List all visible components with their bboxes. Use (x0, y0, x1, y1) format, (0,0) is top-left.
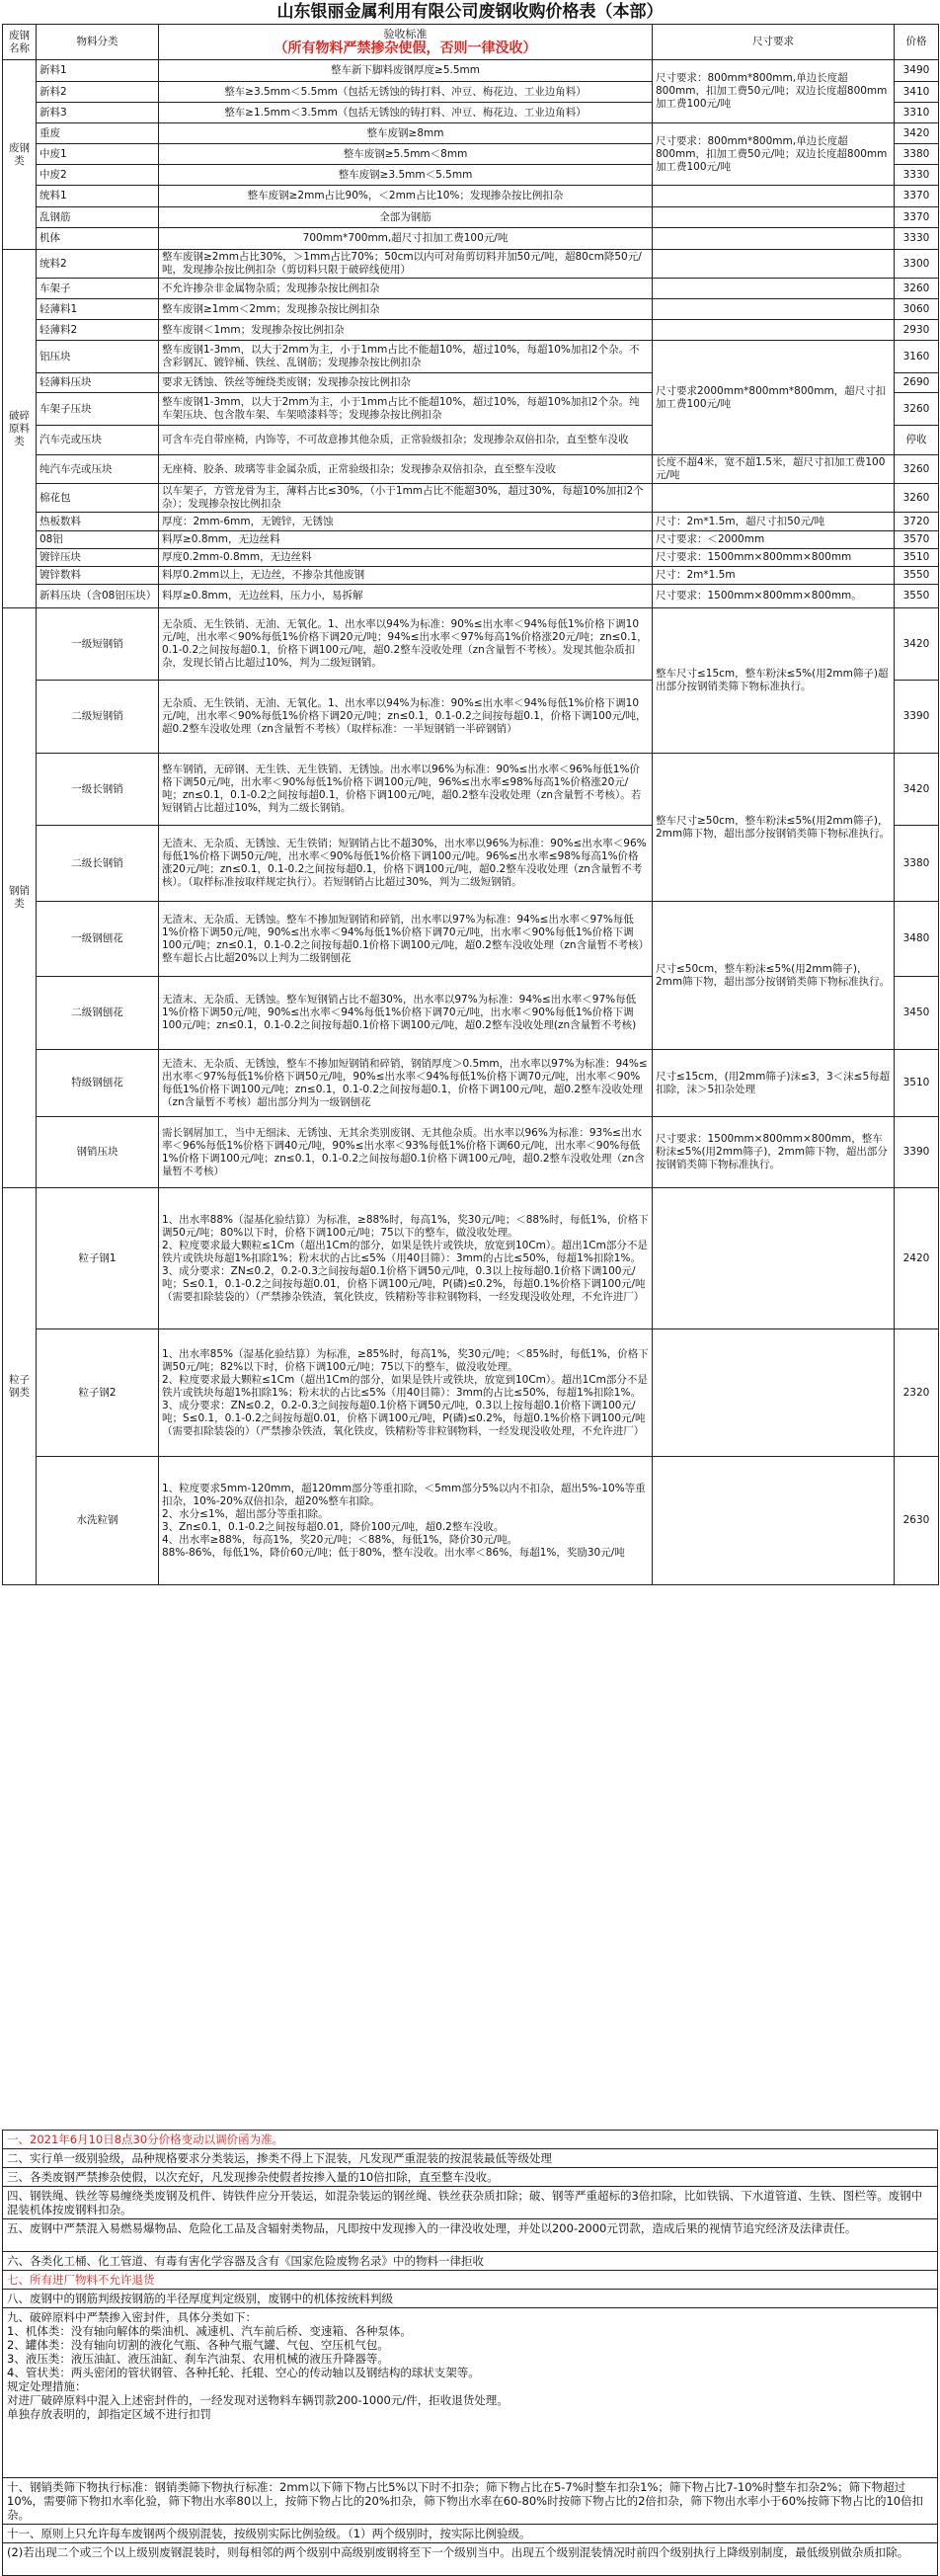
price-cell: 3380 (895, 826, 939, 902)
note-item: 五、废钢中严禁混入易燃易爆物品、危险化工品及含辐射类物品，凡即按中发现掺入的一律没收处理，并处以200-2000元罚款，造成后果的视情节追究经济及法律责任。 (3, 2219, 937, 2252)
size-requirement: 整车尺寸≤15cm，整车粉沫≤5%(用2mm筛子)超出部分按钢销类筛下物标准执行。 (653, 608, 895, 754)
table-row (3, 186, 939, 207)
acceptance-standard: 无杂质、无生铁销、无油、无氧化。1、出水率以94%为标准：90%≤出水率＜94%每低1%价格下调10元/吨，出水率＜90%每低1%价格下调20元/吨；zn≤0.1，0.1-0.2之间按每超0.1，价格下调100元/吨，超0.2整车没收处理（zn含量暂不考核）（取样标准：一半短钢销一半碎钢销） (159, 681, 653, 754)
note-item: 二、实行单一级别验级，品种规格要求分类装运，掺类不得上下混装，凡发现严重混装的按混装最低等级处理 (3, 2149, 937, 2168)
material-name: 新料1 (37, 60, 159, 82)
category-cell: 钢销类 (3, 608, 37, 1188)
material-name: 一级短钢销 (37, 608, 159, 681)
material-name: 新料2 (37, 82, 159, 103)
material-name: 镀锌数料 (37, 567, 159, 585)
acceptance-standard: 要求无锈蚀、铁丝等缠绕类废钢；发现掺杂按比例扣杂 (159, 373, 653, 393)
price-cell: 2930 (895, 320, 939, 341)
material-name: 中废1 (37, 144, 159, 165)
size-requirement: 尺寸要求：800mm*800mm,单边长度超800mm，扣加工费50元/吨；双边长度超800mm加工费100元/吨 (653, 123, 895, 186)
table-row (3, 320, 939, 341)
acceptance-standard: 700mm*700mm,超尺寸扣加工费100元/吨 (159, 228, 653, 250)
size-requirement: 尺寸≤15cm，(用2mm筛子)沫≤3，3＜沫≤5每超扣除，沫＞5扣杂处理 (653, 1050, 895, 1117)
acceptance-standard: 不允许掺杂非金属物杂质；发现掺杂按比例扣杂 (159, 279, 653, 299)
price-cell: 3420 (895, 754, 939, 826)
size-requirement (653, 484, 895, 513)
material-name: 统料2 (37, 250, 159, 279)
note-item: (2)若出现二个或三个以上级别废钢混装时，则每相邻的两个级别中高级别废钢将至下一个级别当中。出现五个级别混装情况时前四个级别执行上降级别制度，最低级别做杂质扣除。 (7, 2545, 909, 2559)
price-cell: 3480 (895, 902, 939, 977)
acceptance-standard: 1、出水率85%（湿基化验结算）为标准，≥85%时，每高1%，奖30元/吨；＜85%时，每低1%，价格下调50元/吨；82%以下时，价格下调100元/吨；75以下的整车，做没收处理。 2、粒度要求最大颗粒≤1Cm（超出1Cm的部分，如果是铁片或铁块，放宽到10Cm）。超出1Cm部分不是铁片或铁块每超1%扣除1%；粉末状的占比≤5%（用40目筛）：3mm的占比≤50%，每超1%扣除1%。 3、成分要求：ZN≤0.2，0.2-0.3之间按每超0.1价格下调50元/吨，0.3以上按每超0.1价格下调100元/吨；S≤0.1，0.1-0.2之间按每超0.01，价格下调100元/吨，P(磷)≤0.2%，每超0.1%价格下调100元/吨（需要扣除装袋的）（严禁掺杂铁渣，氧化铁皮，铁精粉等非粒钢物料，一经发现没收处理，不允许进厂） (159, 1329, 653, 1457)
category-cell: 粒子钢类 (3, 1188, 37, 1585)
material-name: 一级长钢销 (37, 754, 159, 826)
acceptance-standard: 无渣末、无杂质、无锈蚀。整车不掺加短钢销和碎销，出水率以97%为标准：94%≤出水率＜97%每低1%价格下调50元/吨，90%≤出水率＜94%每低1%价格下调70元/吨，出水率＜90%每低1%价格下调100元/吨；zn≤0.1，0.1-0.2之间按每超0.1价格下调100元/吨，超0.2整车没收处理（zn含量暂不考核）整车超长占比超20%以上判为二级钢刨花 (159, 902, 653, 977)
material-name: 一级钢刨花 (37, 902, 159, 977)
table-row (3, 1188, 939, 1329)
price-cell: 3420 (895, 123, 939, 144)
price-cell: 2420 (895, 1188, 939, 1329)
acceptance-standard: 以车架子，方管龙骨为主，薄料占比≤30%，（小于1mm占比不能超30%，超过30%，每超10%加扣2个杂）；发现掺杂按比例扣杂 (159, 484, 653, 513)
material-name: 乱钢筋 (37, 207, 159, 228)
price-cell: 3310 (895, 103, 939, 123)
table-header (3, 25, 939, 60)
price-cell: 3410 (895, 82, 939, 103)
table-row (3, 228, 939, 250)
price-cell: 3570 (895, 531, 939, 549)
price-cell: 3720 (895, 513, 939, 531)
table-row (3, 1329, 939, 1457)
table-row (3, 341, 939, 373)
price-cell: 停收 (895, 426, 939, 455)
acceptance-standard: 整车钢销，无碎钢、无生铁、无生铁销、无锈蚀。出水率以96%为标准：90%≤出水率＜96%每低1%价格下调50元/吨，出水率＜90%每低1%价格下调100元/吨，96%≤出水率≤98%每高1%价格涨20元/吨；zn≤0.1，0.1-0.2之间按每超0.1，价格下调100元/吨，超0.2整车没收处理（zn含量暂不考核）。若短钢销占比超过10%，判为二级长钢销。 (159, 754, 653, 826)
acceptance-standard: 可含车壳自带座椅，内饰等，不可故意掺其他杂质，正常验级扣杂；发现掺杂双倍扣杂，直至整车没收 (159, 426, 653, 455)
table-row (3, 60, 939, 82)
acceptance-standard: 整车废钢≥2mm占比30%，＞1mm占比70%；50cm以内可对角剪切料并加50元/吨，超80cm降50元/吨，发现掺杂按比例扣杂（剪切料只限于破碎线使用） (159, 250, 653, 279)
material-name: 粒子钢2 (37, 1329, 159, 1457)
header-category: 废钢名称 (3, 25, 37, 60)
price-cell: 3390 (895, 1117, 939, 1188)
material-name: 统料1 (37, 186, 159, 207)
size-requirement (653, 207, 895, 228)
size-requirement: 尺寸要求：1500mm×800mm×800mm，整车粉沫≤5%(用2mm筛子)，2mm筛下物，超出部分按钢销类筛下物标准执行。 (653, 1117, 895, 1188)
acceptance-standard: 整车废钢1-3mm，以大于2mm为主，小于1mm占比不能超10%，超过10%，每超10%加扣2个杂。纯车架压块、包含散车架、车架喷漆料等；发现掺杂按比例扣杂 (159, 393, 653, 426)
price-cell: 3510 (895, 1050, 939, 1117)
acceptance-standard: 整车废钢≥5.5mm＜8mm (159, 144, 653, 165)
size-requirement: 尺寸要求2000mm*800mm*800mm，超尺寸扣加工费100元/吨 (653, 341, 895, 455)
note-item: 七、所有进厂物料不允许退货 (3, 2271, 937, 2290)
size-requirement: 长度不超4米，宽不超1.5米，超尺寸扣加工费100元/吨 (653, 455, 895, 484)
acceptance-standard: 整车≥1.5mm＜3.5mm（包括无锈蚀的铸打料、冲豆、梅花边、工业边角料） (159, 103, 653, 123)
material-name: 新料3 (37, 103, 159, 123)
size-requirement: 尺寸要求：1500mm×800mm×800mm (653, 549, 895, 567)
note-item: 九、破碎原料中严禁掺入密封件，具体分类如下： 1、机体类：没有轴向解体的柴油机、减速机、汽车前后桥、变速箱、各种泵体。 2、罐体类：没有轴向切割的液化气瓶、各种气瓶气罐、气包、空压机气包。 3、液压类：液压油缸、液压油缸、刹车汽油泵、农用机械的液压升降器等。 4、管状类：两头密闭的管状钢管、各种托轮、托辊、空心的传动轴以及钢结构的球状支架等。 规定处理措施： 对进厂破碎原料中混入上述密封件的，一经发现对送物料车辆罚款200-1000元/件，拒收退货处理。 单独存放表明的，卸指定区域不进行扣罚 (3, 2308, 937, 2478)
size-requirement (653, 1457, 895, 1585)
material-name: 汽车壳或压块 (37, 426, 159, 455)
material-name: 二级短钢销 (37, 681, 159, 754)
acceptance-standard: 无座椅、胶条、玻璃等非金属杂质，正常验级扣杂；发现掺杂双倍扣杂，直至整车没收 (159, 455, 653, 484)
acceptance-standard: 整车废钢≥2mm占比90%，＜2mm占比10%；发现掺杂按比例扣杂 (159, 186, 653, 207)
note-item: 四、钢铁绳、铁丝等易缠绕类废钢及机件、铸铁件应分开装运，如混杂装运的钢丝绳、铁丝获杂质扣除；破、钢等严重超标的3倍扣除，比如铁锅、下水道管道、生铁、图栏等。废钢中混装机体按废钢料扣杂。 (3, 2187, 937, 2219)
price-cell: 3260 (895, 484, 939, 513)
size-requirement (653, 299, 895, 320)
material-name: 铝压块 (37, 341, 159, 373)
price-table (2, 24, 939, 1585)
acceptance-standard: 料厚≥0.8mm，无边丝料，压力小，易拆解 (159, 585, 653, 608)
acceptance-standard: 1、粒度要求5mm-120mm，超120mm部分等重扣除，＜5mm部分5%以内不扣杂，超出5%-10%等重扣杂，10%-20%双倍扣杂，超20%整车扣除。 2、水分≤1%，超出部分等重扣除。 3、Zn≤0.1，0.1-0.2之间按每超0.01，降价100元/吨，超0.2整车没收。 4、出水率≥88%，每高1%，奖20元/吨；＜88%，每低1%，降价30元/吨。 88%-86%，每低1%，降价60元/吨；低于80%，整车没收。出水率＜86%，每超1%，奖励30元/吨 (159, 1457, 653, 1585)
acceptance-standard: 无渣末、无杂质、无锈蚀。整车短钢销占比不超30%，出水率以97%为标准：94%≤出水率＜97%每低1%价格下调50元/吨，90%≤出水率＜94%每低1%价格下调70元/吨，出水率＜90%每低1%价格下调100元/吨；zn≤0.1，0.1-0.2之间按每超0.1价格下调100元/吨，超0.2整车没收处理(zn含量暂不考核) (159, 977, 653, 1050)
table-row (3, 567, 939, 585)
acceptance-standard: 整车废钢≥8mm (159, 123, 653, 144)
price-cell: 2630 (895, 1457, 939, 1585)
note-item: 八、废钢中的钢筋判级按钢筋的半径厚度判定级别，废钢中的机体按统料判级 (3, 2290, 937, 2308)
price-cell: 2320 (895, 1329, 939, 1457)
table-row (3, 902, 939, 977)
price-cell: 3490 (895, 60, 939, 82)
price-cell: 3380 (895, 144, 939, 165)
material-name: 轻薄料2 (37, 320, 159, 341)
price-cell: 3260 (895, 279, 939, 299)
acceptance-standard: 无杂质、无生铁销、无油、无氧化。1、出水率以94%为标准：90%≤出水率＜94%每低1%价格下调10元/吨，出水率＜90%每低1%价格下调20元/吨；94%≤出水率＜97%每高1%价格涨20元/吨；zn≤0.1，0.1-0.2之间按每超0.1，价格下调100元/吨，超0.2整车没收处理（zn含量暂不考核）。发现其他杂质扣杂，发现长销占比超过10%，判为二级短钢销。 (159, 608, 653, 681)
acceptance-standard: 厚度0.2mm-0.8mm，无边丝料 (159, 549, 653, 567)
price-cell: 3300 (895, 250, 939, 279)
size-requirement (653, 1329, 895, 1457)
header-price: 价格 (895, 25, 939, 60)
material-name: 轻薄料1 (37, 299, 159, 320)
size-requirement (653, 186, 895, 207)
price-cell: 3330 (895, 165, 939, 186)
table-row (3, 123, 939, 144)
material-name: 重废 (37, 123, 159, 144)
material-name: 新料压块（含08铝压块） (37, 585, 159, 608)
acceptance-standard: 无渣末、无杂质、无锈蚀、无生铁销；短钢销占比不超30%，出水率以96%为标准：90%≤出水率＜96%每低1%价格下调50元/吨，出水率＜90%每低1%价格下调100元/吨。96%≤出水率≤98%每高1%价格涨20元/吨；zn≤0.1，0.1-0.2之间按每超0.1，价格下调100元/吨，超0.2整车没收处理（zn含量暂不考核）。（取样标准按取样规定执行）。若短钢销占比超过30%，判为二级短钢销。 (159, 826, 653, 902)
header-material: 物料分类 (37, 25, 159, 60)
notes-section (2, 2130, 938, 2576)
table-row (3, 1457, 939, 1585)
price-cell: 3260 (895, 455, 939, 484)
header-standard-label: 验收标准 (383, 27, 428, 40)
material-name: 车架子压块 (37, 393, 159, 426)
material-name: 车架子 (37, 279, 159, 299)
material-name: 特级钢刨花 (37, 1050, 159, 1117)
acceptance-standard: 整车新下脚料废钢厚度≥5.5mm (159, 60, 653, 82)
acceptance-standard: 厚度：2mm-6mm，无镀锌，无锈蚀 (159, 513, 653, 531)
table-row (3, 455, 939, 484)
table-row (3, 250, 939, 279)
acceptance-standard: 整车≥3.5mm＜5.5mm（包括无锈蚀的铸打料、冲豆、梅花边、工业边角料） (159, 82, 653, 103)
acceptance-standard: 无渣末、无杂质、无锈蚀，整车不掺加短钢销和碎销，钢销厚度＞0.5mm，出水率以97%为标准：94%≤出水率＜97%每低1%价格下调50元/吨，90%≤出水率＜94%每低1%价格下调70元/吨，出水率＜90%每低1%价格下调100元/吨；zn≤0.1，0.1-0.2之间按每超0.1，价格下调100元/吨，超0.2整车没收处理（zn含量暂不考核）超出部分判为一级钢刨花 (159, 1050, 653, 1117)
acceptance-standard: 整车废钢≥1mm＜2mm；发现掺杂按比例扣杂 (159, 299, 653, 320)
size-requirement (653, 228, 895, 250)
price-cell: 3550 (895, 585, 939, 608)
material-name: 水洗粒钢 (37, 1457, 159, 1585)
size-requirement: 尺寸：2m*1.5m (653, 567, 895, 585)
size-requirement (653, 279, 895, 299)
size-requirement: 整车尺寸≥50cm，整车粉沫≤5%(用2mm筛子)，2mm筛下物，超出部分按钢销类筛下物标准执行。 (653, 754, 895, 902)
material-name: 钢销压块 (37, 1117, 159, 1188)
table-row (3, 513, 939, 531)
material-name: 轻薄料压块 (37, 373, 159, 393)
table-row (3, 279, 939, 299)
note-item: 六、各类化工桶、化工管道、有毒有害化学容器及含有《国家危险废物名录》中的物料一律拒收 (3, 2252, 937, 2271)
material-name: 纯汽车壳或压块 (37, 455, 159, 484)
category-cell: 破碎原料类 (3, 250, 37, 608)
price-cell: 3450 (895, 977, 939, 1050)
price-cell: 3550 (895, 567, 939, 585)
note-item: 一、2021年6月10日8点30分价格变动以调价函为准。 (3, 2131, 937, 2149)
table-row (3, 484, 939, 513)
header-size: 尺寸要求 (653, 25, 895, 60)
table-row (3, 608, 939, 681)
price-cell: 3160 (895, 341, 939, 373)
material-name: 镀锌压块 (37, 549, 159, 567)
price-cell: 3060 (895, 299, 939, 320)
price-cell: 3370 (895, 186, 939, 207)
material-name: 08铝 (37, 531, 159, 549)
acceptance-standard: 整车废钢＜1mm；发现掺杂按比例扣杂 (159, 320, 653, 341)
header-standard-warning: （所有物料严禁掺杂使假，否则一律没收） (274, 40, 537, 56)
material-name: 粒子钢1 (37, 1188, 159, 1329)
size-requirement (653, 320, 895, 341)
table-row (3, 207, 939, 228)
acceptance-standard: 料厚0.2mm以上，无边丝，不掺杂其他废钢 (159, 567, 653, 585)
material-name: 二级长钢销 (37, 826, 159, 902)
size-requirement: 尺寸≤50cm，整车粉沫≤5%(用2mm筛子)，2mm筛下物，超出部分按钢销类筛下物标准执行。 (653, 902, 895, 1050)
acceptance-standard: 整车废钢≥3.5mm＜5.5mm (159, 165, 653, 186)
size-requirement: 尺寸：2m*1.5m，超尺寸扣50元/吨 (653, 513, 895, 531)
table-row (3, 549, 939, 567)
price-cell: 3370 (895, 207, 939, 228)
acceptance-standard: 整车废钢1-3mm，以大于2mm为主，小于1mm占比不能超10%，超过10%，每超10%加扣2个杂。不含彩钢瓦、镀锌桶、铁丝、乱钢筋；发现掺杂按比例扣杂 (159, 341, 653, 373)
page-title: 山东银丽金属利用有限公司废钢收购价格表（本部） (276, 2, 664, 22)
acceptance-standard: 料厚≥0.8mm，无边丝料 (159, 531, 653, 549)
size-requirement (653, 1188, 895, 1329)
price-cell: 3420 (895, 608, 939, 681)
table-row (3, 585, 939, 608)
table-row (3, 1050, 939, 1117)
material-name: 中废2 (37, 165, 159, 186)
size-requirement (653, 250, 895, 279)
acceptance-standard: 1、出水率88%（湿基化验结算）为标准，≥88%时，每高1%，奖30元/吨；＜88%时，每低1%，价格下调50元/吨；80%以下时，价格下调100元/吨；75以下的整车，做没收处理。 2、粒度要求最大颗粒≤1Cm（超出1Cm的部分，如果是铁片或铁块，放宽到10Cm）。超出1Cm部分不是铁片或铁块每超1%扣除1%；粉末状的占比≤5%（用40目筛）：3mm的占比≤50%，每超1%扣除1%。 3、成分要求：ZN≤0.2，0.2-0.3之间按每超0.1价格下调50元/吨，0.3以上按每超0.1价格下调100元/吨；S≤0.1，0.1-0.2之间按每超0.01，价格下调100元/吨，P(磷)≤0.2%，每超0.1%价格下调100元/吨（需要扣除装袋的）（严禁掺杂铁渣，氧化铁皮，铁精粉等非粒钢物料，一经发现没收处理，不允许进厂） (159, 1188, 653, 1329)
note-item: 十一、原则上只允许每车废钢两个级别混装，按级别实际比例验级。（1）两个级别时，按实际比例验级。 (3, 2525, 937, 2543)
header-standard (159, 25, 653, 60)
note-item: 三、各类废钢严禁掺杂使假，以次充好，凡发现掺杂使假者按掺入量的10倍扣除，直至整车没收。 (3, 2168, 937, 2187)
acceptance-standard: 全部为钢筋 (159, 207, 653, 228)
price-cell: 2690 (895, 373, 939, 393)
table-row (3, 531, 939, 549)
size-requirement: 尺寸要求：800mm*800mm,单边长度超800mm，扣加工费50元/吨；双边长度超800mm加工费100元/吨 (653, 60, 895, 123)
table-row (3, 299, 939, 320)
table-row (3, 1117, 939, 1188)
material-name: 机体 (37, 228, 159, 250)
price-cell: 3510 (895, 549, 939, 567)
size-requirement: 尺寸要求：1500mm×800mm×800mm。 (653, 585, 895, 608)
price-cell: 3260 (895, 393, 939, 426)
size-requirement: 尺寸要求：＜2000mm (653, 531, 895, 549)
table-row (3, 754, 939, 826)
acceptance-standard: 需长钢屑加工，当中无细沫、无锈蚀、无其余类别废钢、无其他杂质。出水率以96%为标准：93%≤出水率＜96%每低1%价格下调40元/吨，90%≤出水率＜93%每低1%价格下调60元/吨，出水率＜90%每低1%价格下调100元/吨；zn≤0.1，0.1-0.2之间按每超0.1价格下调100元/吨，超0.2整车没收处理（zn含量暂不考核） (159, 1117, 653, 1188)
material-name: 二级钢刨花 (37, 977, 159, 1050)
price-cell: 3330 (895, 228, 939, 250)
material-name: 棉花包 (37, 484, 159, 513)
note-item: 十、钢销类筛下物执行标准：钢销类筛下物执行标准：2mm以下筛下物占比5%以下时不扣杂；筛下物占比在5-7%时整车扣杂1%；筛下物占比7-10%时整车扣杂2%；筛下物超过10%，需要筛下物扣水率化验，筛下物出水率80以上，按筛下物占比的20%扣杂，筛下物出水率在60-80%时按筛下物占比的2倍扣杂，筛下物出水率小于60%按筛下物占比的10倍扣杂。 (3, 2478, 937, 2525)
material-name: 热板数料 (37, 513, 159, 531)
category-cell: 废钢类 (3, 60, 37, 250)
price-cell: 3390 (895, 681, 939, 754)
